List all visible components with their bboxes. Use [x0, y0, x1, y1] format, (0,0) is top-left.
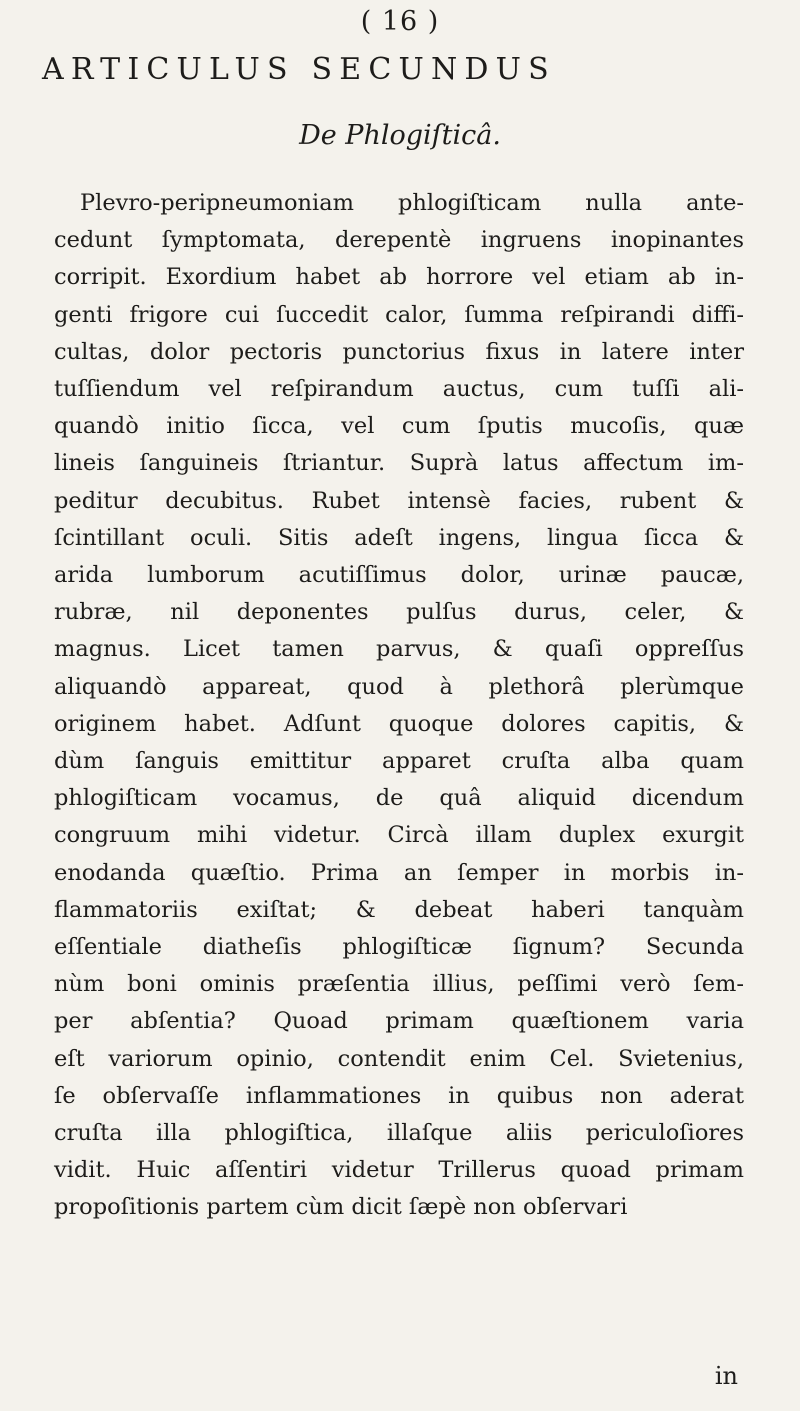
text-line: cedunt ſymptomata, derepentè ingruens inopinantes — [54, 227, 744, 254]
text-line: dùm ſanguis emittitur apparet cruſta alba quam — [54, 748, 744, 775]
text-line: rubræ, nil deponentes pulſus durus, celer, & — [54, 599, 744, 626]
text-line: tuſſiendum vel reſpirandum auctus, cum tuſſi ali- — [54, 376, 744, 403]
text-line: vidit. Huic aſſentiri videtur Trillerus quoad primam — [54, 1157, 744, 1184]
text-line: arida lumborum acutiſſimus dolor, urinæ paucæ, — [54, 562, 744, 589]
text-line: magnus. Licet tamen parvus, & quaſi oppreſſus — [54, 636, 744, 663]
text-line: quandò initio ſicca, vel cum ſputis mucoſis, quæ — [54, 413, 744, 440]
page-number: ( 16 ) — [360, 6, 440, 37]
text-line: corripit. Exordium habet ab horrore vel etiam ab in- — [54, 264, 744, 291]
text-line: per abſentia? Quoad primam quæſtionem varia — [54, 1008, 744, 1035]
text-line: ſcintillant oculi. Sitis adeſt ingens, lingua ſicca & — [54, 524, 744, 551]
text-line: eſt variorum opinio, contendit enim Cel. Svietenius, — [54, 1045, 744, 1072]
text-line: congruum mihi videtur. Circà illam duplex exurgit — [54, 822, 744, 849]
text-line: peditur decubitus. Rubet intensè facies, rubent & — [54, 487, 744, 514]
text-line: aliquandò appareat, quod à plethorâ plerùmque — [54, 673, 744, 700]
text-line: lineis ſanguineis ſtriantur. Suprà latus affectum im- — [54, 450, 744, 477]
text-line: flammatoriis exiſtat; & debeat haberi tanquàm — [54, 896, 744, 923]
catchword: in — [714, 1362, 738, 1390]
text-line: phlogiſticam vocamus, de quâ aliquid dicendum — [54, 785, 744, 812]
section-subheading: De Phlogiſticâ. — [299, 120, 501, 151]
text-line: propoſitionis partem cùm dicit ſæpè non obſervari — [54, 1194, 628, 1221]
body-text — [54, 185, 744, 1227]
text-line: genti frigore cui ſuccedit calor, ſumma reſpirandi diffi- — [54, 301, 744, 328]
text-line: enodanda quæſtio. Prima an ſemper in morbis in- — [54, 859, 744, 886]
text-line: cruſta illa phlogiſtica, illaſque aliis periculoſiores — [54, 1120, 744, 1147]
text-line: originem habet. Adſunt quoque dolores capitis, & — [54, 710, 744, 737]
text-line: eſſentiale diatheſis phlogiſticæ ſignum? Secunda — [54, 934, 744, 961]
text-line: ſe obſervaſſe inflammationes in quibus non aderat — [54, 1082, 744, 1109]
text-line: nùm boni ominis præſentia illius, peſſimi verò ſem- — [54, 971, 744, 998]
article-heading: ARTICULUS SECUNDUS — [42, 52, 556, 87]
text-line: Plevro-peripneumoniam phlogiſticam nulla ante- — [80, 190, 744, 216]
text-line: cultas, dolor pectoris punctorius fixus in latere inter — [54, 338, 744, 365]
